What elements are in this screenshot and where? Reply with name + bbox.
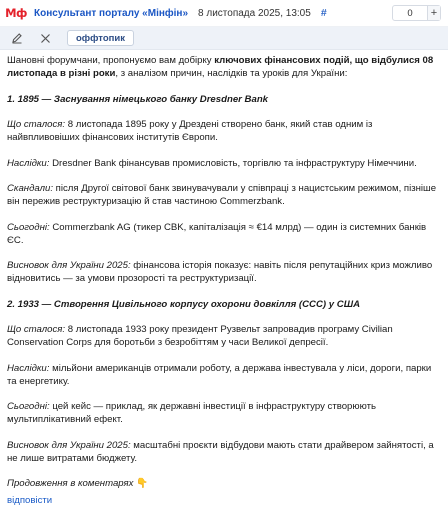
paragraph-label: Що сталося:: [7, 324, 66, 335]
close-icon: [40, 33, 51, 44]
paragraph-label: Сьогодні:: [7, 221, 50, 233]
paragraph-label: Що сталося:: [7, 119, 66, 130]
post-date: 8 листопада 2025, 13:05: [198, 7, 311, 19]
paragraph-text: Dresdner Bank фінансував промисловість, торгівлю та інфраструктуру Німеччини.: [49, 157, 417, 169]
intro-text-end: , з аналізом причин, наслідків та уроків для України:: [115, 68, 348, 79]
event-paragraph: [7, 221, 441, 247]
paragraph-label: Наслідки:: [7, 157, 50, 169]
event-heading: 1. 1895 — Заснування німецького банку Dresdner Bank: [7, 93, 269, 105]
event-paragraph: [7, 400, 441, 426]
paragraph-text: 8 листопада 1933 року президент Рузвельт запровадив програму Civilian Conservation Corps для боротьби з безробіттям у часи Великої депресії.: [7, 324, 393, 348]
paragraph-text: цей кейс — приклад, як державні інвестиції в інфраструктуру створюють мультиплікативний ефект.: [7, 401, 376, 425]
event-paragraph: [7, 259, 441, 285]
event-paragraph: [7, 362, 441, 388]
reply-link[interactable]: відповісти: [7, 495, 53, 506]
paragraph-text: після Другої світової банк звинувачували у співпраці з нацистським режимом, пізніше він пережив реструктуризацію й став частиною Commerzbank.: [7, 183, 437, 207]
event-heading: 2. 1933 — Створення Цивільного корпусу охорони довкілля (CCC) у США: [7, 298, 361, 310]
paragraph-text: 8 листопада 1895 року у Дрездені створено банк, який став одним із найвпливовіших фінансових інститутів Європи.: [7, 119, 373, 143]
continuation-line: [7, 477, 441, 490]
paragraph-label: Скандали:: [7, 183, 54, 194]
event-paragraph: [7, 323, 441, 349]
post-header: [0, 0, 448, 27]
author-name-link[interactable]: Консультант порталу «Мінфін»: [34, 7, 189, 19]
permalink-hash-link[interactable]: #: [320, 7, 327, 19]
paragraph-label: Висновок для України 2025:: [7, 260, 131, 271]
pointing-down-emoji-icon: 👇: [136, 478, 149, 489]
event-paragraph: [7, 118, 441, 144]
intro-text: Шановні форумчани, пропонуємо вам добірку: [7, 55, 215, 66]
post-content: [0, 50, 448, 507]
event-paragraph: [7, 157, 441, 170]
paragraph-text: Commerzbank AG (тикер CBK, капіталізація ≈ €14 млрд) — один із системних банків ЄС.: [7, 221, 427, 246]
vote-count: 0: [407, 7, 413, 19]
paragraph-label: Висновок для України 2025:: [7, 439, 131, 451]
minfin-logo: Мф: [5, 6, 27, 20]
paragraph-text: мільйони американців отримали роботу, а держава інвестувала у ліси, дороги, парки та енергетику.: [7, 362, 432, 387]
paragraph-text: масштабні проєкти відбудови мають стати драйвером зайнятості, а не лише витратами бюджету.: [7, 439, 434, 464]
paragraph-label: Наслідки:: [7, 362, 50, 374]
paragraph-text: фінансова історія показує: навіть після репутаційних криз можливо відновитись — за умови прозорості та реструктуризації.: [7, 260, 433, 284]
offtopic-tag-button[interactable]: оффтопик: [67, 30, 134, 46]
post-intro: [7, 54, 441, 80]
intro-bold-text: ключових фінансових подій, що відбулися 08 листопада в різні роки: [7, 55, 434, 79]
continuation-text: Продовження в коментарях: [7, 478, 134, 489]
vote-box: [392, 5, 441, 21]
pencil-icon: [11, 32, 23, 44]
event-paragraph: [7, 182, 441, 208]
edit-button[interactable]: [9, 30, 25, 46]
upvote-button[interactable]: +: [427, 6, 440, 20]
event-paragraph: [7, 439, 441, 465]
close-button[interactable]: [37, 30, 53, 46]
post-toolbar: [0, 27, 448, 50]
paragraph-label: Сьогодні:: [7, 401, 50, 412]
